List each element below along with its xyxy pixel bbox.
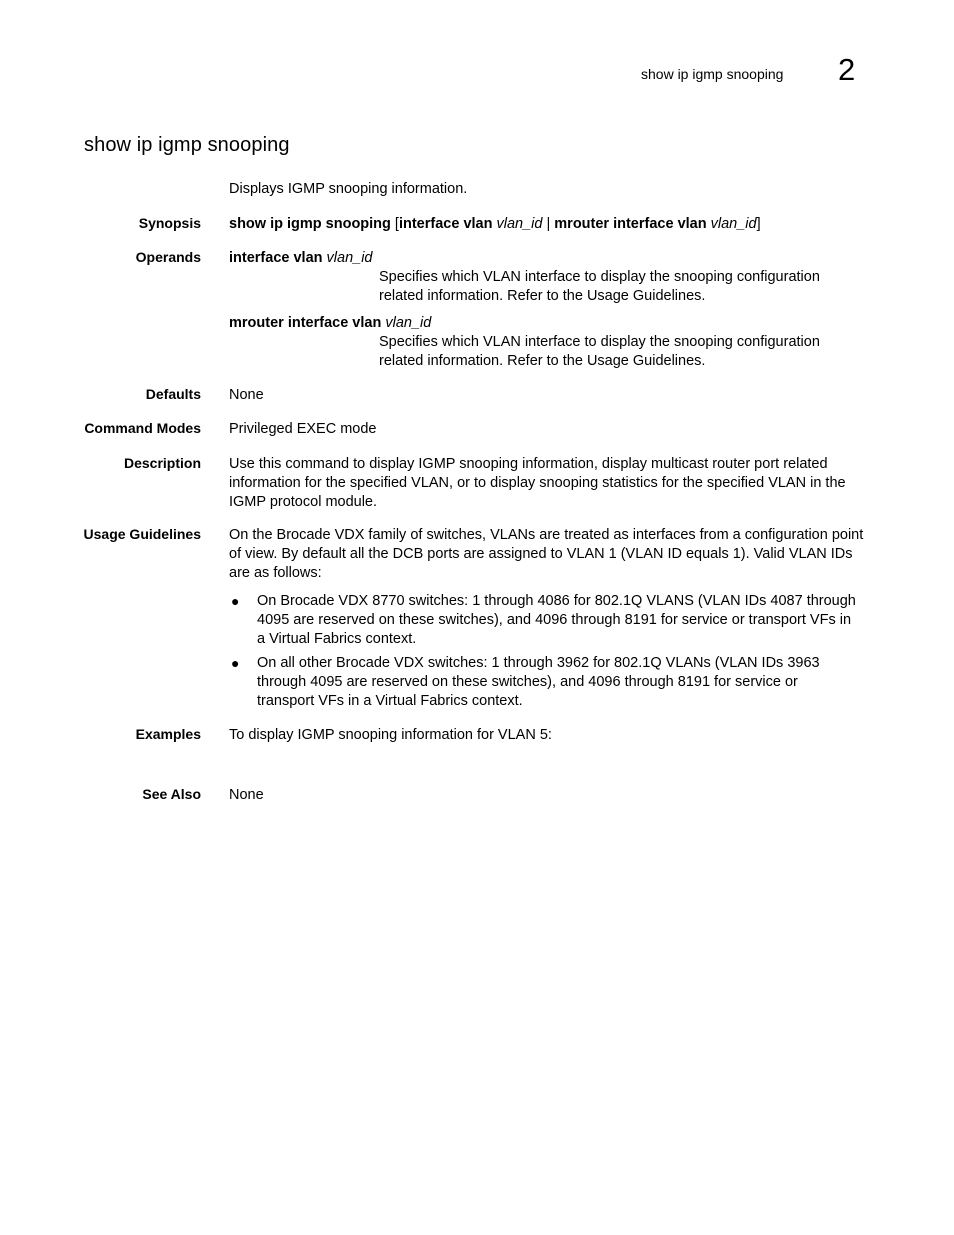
command-modes-text: Privileged EXEC mode xyxy=(229,421,377,437)
see-also-text: None xyxy=(229,787,264,803)
intro-text: Displays IGMP snooping information. xyxy=(229,181,468,197)
running-header-title: show ip igmp snooping xyxy=(641,66,784,82)
operand-1-arg: vlan_id xyxy=(326,250,373,266)
synopsis-separator: | xyxy=(542,216,555,232)
synopsis-close-bracket: ] xyxy=(756,216,761,232)
operand-2-arg: vlan_id xyxy=(385,315,432,331)
defaults-text: None xyxy=(229,387,264,403)
synopsis-label: Synopsis xyxy=(138,215,201,231)
usage-text: On the Brocade VDX family of switches, VLANs are treated as interfaces from a configuration point of view. By default all the DCB ports are assigned to VLAN 1 (VLAN ID equals 1). Valid VLAN IDs are as follows: xyxy=(229,527,864,581)
synopsis-arg-vlan-id-2: vlan_id xyxy=(710,216,757,232)
synopsis-text xyxy=(229,215,869,234)
operand-1-keyword: interface vlan xyxy=(229,250,323,266)
description-label: Description xyxy=(123,455,201,471)
usage-bullet-1: On Brocade VDX 8770 switches: 1 through 4086 for 802.1Q VLANS (VLAN IDs 4087 through 4095 are reserved on these switches), and 4096 through 8191 for service or transport VFs in a Virtual Fabrics context. xyxy=(257,593,856,647)
description-text: Use this command to display IGMP snooping information, display multicast router port related information for the specified VLAN, or to display snooping statistics for the specified VLAN in the IGMP protocol module. xyxy=(229,456,846,510)
bullet-icon: ● xyxy=(231,593,240,609)
running-header xyxy=(0,52,954,100)
synopsis-keyword-interface-vlan: interface vlan xyxy=(398,216,493,232)
see-also-label: See Also xyxy=(142,786,201,802)
operand-2-term xyxy=(229,314,869,333)
synopsis-command: show ip igmp snooping xyxy=(229,216,391,232)
command-modes-label: Command Modes xyxy=(84,420,201,436)
operand-2-keyword: mrouter interface vlan xyxy=(229,315,382,331)
page-title: show ip igmp snooping xyxy=(84,134,290,156)
operand-1-term xyxy=(229,249,869,268)
examples-text: To display IGMP snooping information for VLAN 5: xyxy=(229,727,552,743)
operand-2-description: Specifies which VLAN interface to display the snooping configuration related information. Refer to the Usage Guidelines. xyxy=(379,334,820,369)
synopsis-arg-vlan-id: vlan_id xyxy=(496,216,543,232)
chapter-number: 2 xyxy=(838,52,856,87)
synopsis-keyword-mrouter: mrouter interface vlan xyxy=(554,216,707,232)
operand-1-description: Specifies which VLAN interface to display the snooping configuration related information. Refer to the Usage Guidelines. xyxy=(379,269,820,304)
usage-bullet-2: On all other Brocade VDX switches: 1 through 3962 for 802.1Q VLANs (VLAN IDs 3963 through 4095 are reserved on these switches), and 4096 through 8191 for service or transport VFs in a Virtual Fabrics context. xyxy=(257,655,820,709)
defaults-label: Defaults xyxy=(145,386,201,402)
examples-label: Examples xyxy=(135,726,201,742)
synopsis-open-bracket: [ xyxy=(390,216,399,232)
operands-label: Operands xyxy=(135,249,201,265)
bullet-icon: ● xyxy=(231,655,240,671)
usage-label: Usage Guidelines xyxy=(83,526,201,542)
